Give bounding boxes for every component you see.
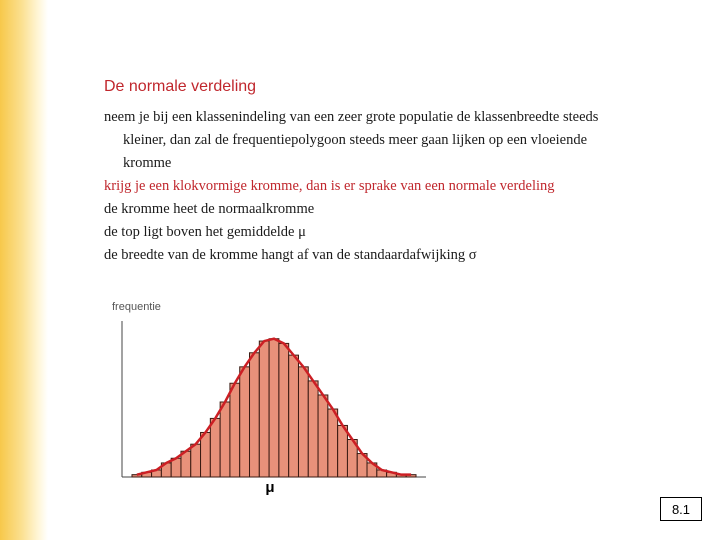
- histogram-bar: [338, 425, 348, 477]
- y-axis-label: frequentie: [112, 301, 161, 313]
- mean-label: μ: [265, 479, 275, 495]
- histogram-bar: [279, 343, 289, 477]
- histogram-bar: [259, 341, 269, 477]
- bullet-item-1: neem je bij een klassenindeling van een zeer grote populatie de klassenbreedte steeds kleiner, dan zal de frequentiepolygoon steeds meer gaan lijken op een vloeiende kromme: [104, 109, 599, 171]
- histogram-bar: [298, 367, 308, 477]
- histogram-bar: [269, 339, 279, 477]
- histogram-bar: [210, 418, 220, 477]
- histogram-bar: [289, 355, 299, 477]
- histogram-bar: [230, 383, 240, 477]
- histogram-bar: [318, 395, 328, 477]
- slide-number: 8.1: [660, 497, 702, 521]
- histogram-bar: [240, 367, 250, 477]
- histogram-bar: [308, 381, 318, 477]
- histogram-bar: [328, 409, 338, 477]
- decorative-side-band: [0, 0, 48, 540]
- bullet-list: [104, 106, 604, 267]
- histogram-bar: [250, 353, 260, 477]
- histogram-bar: [220, 402, 230, 477]
- histogram-bars: [132, 339, 416, 477]
- histogram-chart: [108, 295, 428, 495]
- bullet-item-2: krijg je een klokvormige kromme, dan is er sprake van een normale verdeling: [104, 178, 555, 194]
- bullet-item-4: de top ligt boven het gemiddelde μ: [104, 224, 306, 240]
- histogram-bar: [201, 432, 211, 477]
- slide-title: De normale verdeling: [104, 78, 257, 95]
- histogram-bar: [191, 444, 201, 477]
- bullet-item-3: de kromme heet de normaalkromme: [104, 201, 315, 217]
- bullet-item-5: de breedte van de kromme hangt af van de standaardafwijking σ: [104, 247, 477, 263]
